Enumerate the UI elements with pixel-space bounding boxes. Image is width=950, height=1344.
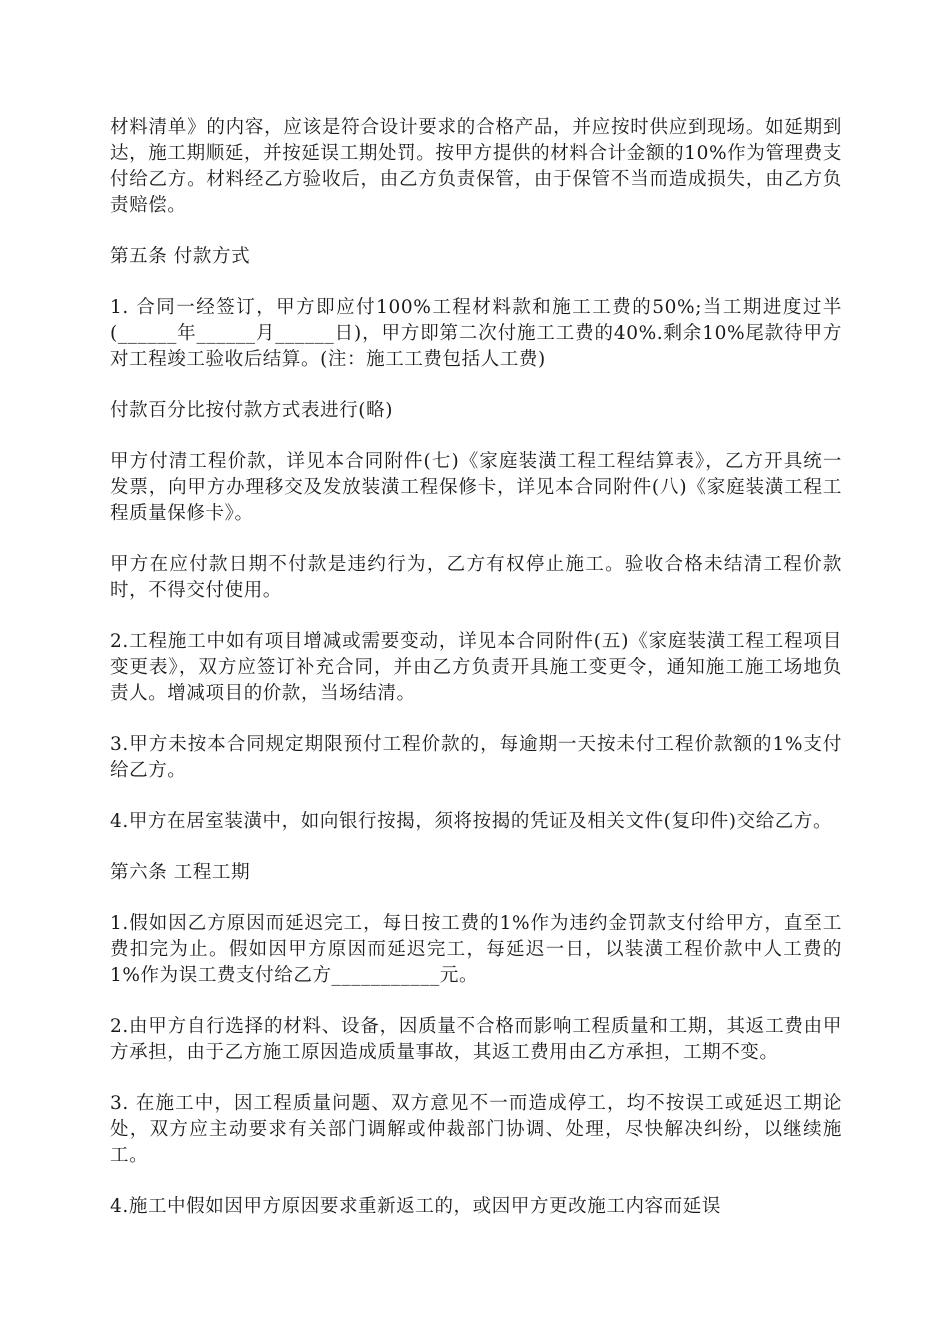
paragraph-payment-default: 甲方在应付款日期不付款是违约行为，乙方有权停止施工。验收合格未结清工程价款时，不得交付使用。 (110, 554, 842, 601)
paragraph-schedule-2: 2.由甲方自行选择的材料、设备，因质量不合格而影响工程质量和工期，其返工费由甲方承担，由于乙方施工原因造成质量事故，其返工费用由乙方承担，工期不变。 (110, 1016, 842, 1063)
paragraph-schedule-1: 1.假如因乙方原因而延迟完工，每日按工费的1%作为违约金罚款支付给甲方，直至工费扣完为止。假如因甲方原因而延迟完工，每延迟一日，以装潢工程价款中人工费的1%作为误工费支付给乙方___________元。 (110, 913, 842, 986)
paragraph-payment-percentage: 付款百分比按付款方式表进行(略) (110, 400, 394, 421)
section-heading-schedule: 第六条 工程工期 (110, 862, 251, 883)
paragraph-payment-1: 1. 合同一经签订，甲方即应付100%工程材料款和施工工费的50%;当工期进度过半(______年______月______日)，甲方即第二次付施工工费的40%.剩余10%尾款待甲方对工程竣工验收后结算。(注：施工工费包括人工费) (110, 297, 842, 370)
paragraph-materials-list: 材料清单》的内容，应该是符合设计要求的合格产品，并应按时供应到现场。如延期到达，施工期顺延，并按延误工期处罚。按甲方提供的材料合计金额的10%作为管理费支付给乙方。材料经乙方验收后，由乙方负责保管，由于保管不当而造成损失，由乙方负责赔偿。 (110, 117, 842, 216)
paragraph-schedule-3: 3. 在施工中，因工程质量问题、双方意见不一而造成停工，均不按误工或延迟工期论处，双方应主动要求有关部门调解或仲裁部门协调、处理，尽快解决纠纷，以继续施工。 (110, 1093, 842, 1166)
section-heading-payment: 第五条 付款方式 (110, 246, 251, 267)
paragraph-payment-settlement: 甲方付清工程价款，详见本合同附件(七)《家庭装潢工程工程结算表》，乙方开具统一发票，向甲方办理移交及发放装潢工程保修卡，详见本合同附件(八)《家庭装潢工程工程质量保修卡》。 (110, 451, 842, 524)
paragraph-payment-4: 4.甲方在居室装潢中，如向银行按揭，须将按揭的凭证及相关文件(复印件)交给乙方。 (110, 811, 833, 832)
document-page (110, 115, 842, 1245)
paragraph-schedule-4: 4.施工中假如因甲方原因要求重新返工的，或因甲方更改施工内容而延误 (110, 1196, 721, 1217)
paragraph-payment-3: 3.甲方未按本合同规定期限预付工程价款的，每逾期一天按未付工程价款额的1%支付给乙方。 (110, 734, 842, 781)
paragraph-payment-2: 2.工程施工中如有项目增减或需要变动，详见本合同附件(五)《家庭装潢工程工程项目变更表》，双方应签订补充合同，并由乙方负责开具施工变更令，通知施工施工场地负责人。增减项目的价款，当场结清。 (110, 631, 842, 704)
